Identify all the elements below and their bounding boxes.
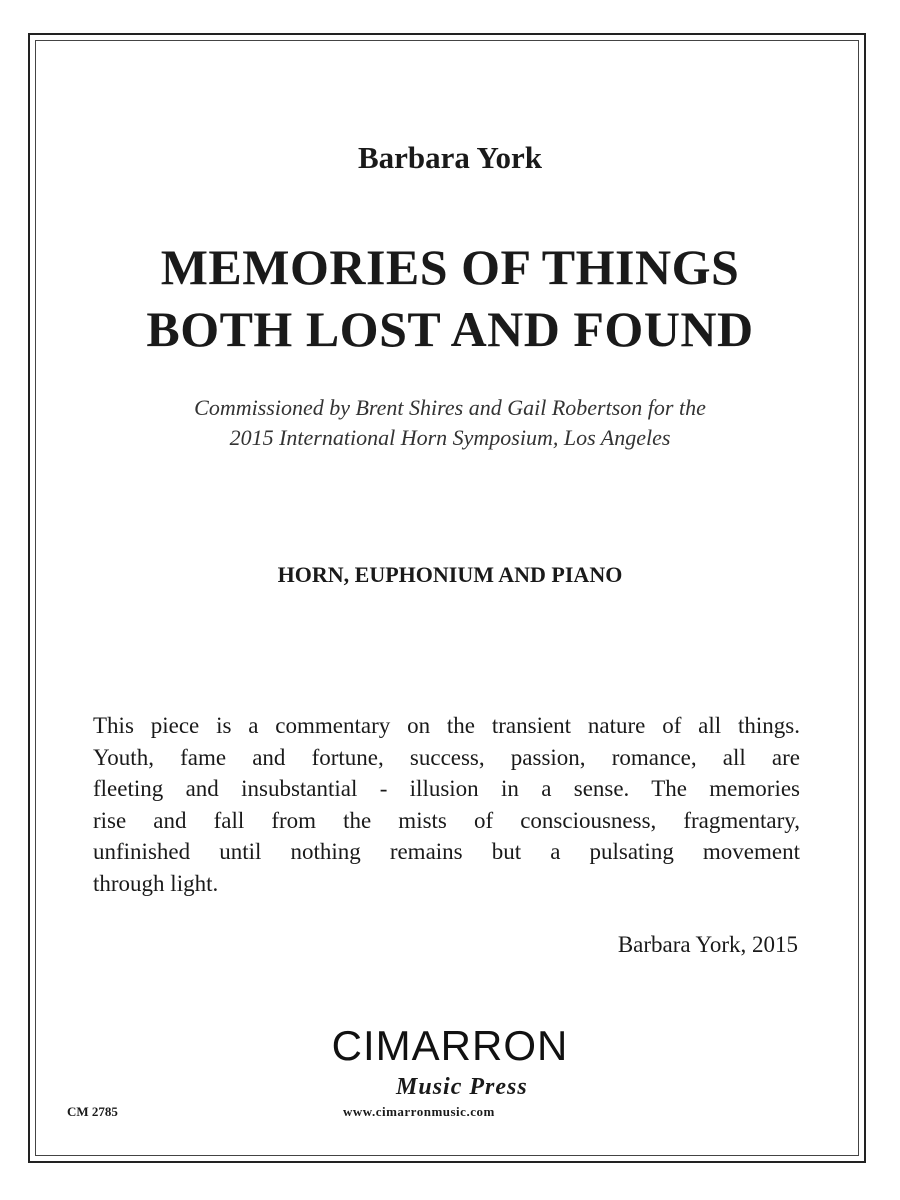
publisher-logo-subtitle: Music Press [396, 1074, 528, 1100]
program-note-line: Youth, fame and fortune, success, passion, romance, all are [93, 744, 800, 770]
program-note [93, 710, 800, 900]
title-line-2: BOTH LOST AND FOUND [146, 301, 754, 357]
publisher-website: www.cimarronmusic.com [343, 1104, 495, 1119]
instrumentation: HORN, EUPHONIUM AND PIANO [277, 562, 623, 587]
program-note-line: This piece is a commentary on the transient nature of all things. [93, 713, 800, 738]
page-border-inner [35, 40, 859, 1156]
program-note-line: through light. [93, 870, 219, 896]
commission-line-1: Commissioned by Brent Shires and Gail Robertson for the [194, 395, 706, 420]
title-line-1: MEMORIES OF THINGS [160, 239, 740, 295]
signature: Barbara York, 2015 [617, 932, 798, 957]
composer-name: Barbara York [358, 140, 542, 175]
publisher-logo-name: CIMARRON [331, 1022, 569, 1069]
program-note-line: fleeting and insubstantial - illusion in a sense. The memories [93, 776, 800, 802]
program-note-line: unfinished until nothing remains but a pulsating movement [93, 839, 800, 865]
commission-line-2: 2015 International Horn Symposium, Los Angeles [229, 425, 671, 450]
catalog-number: CM 2785 [67, 1104, 118, 1119]
program-note-line: rise and fall from the mists of consciousness, fragmentary, [93, 807, 800, 833]
